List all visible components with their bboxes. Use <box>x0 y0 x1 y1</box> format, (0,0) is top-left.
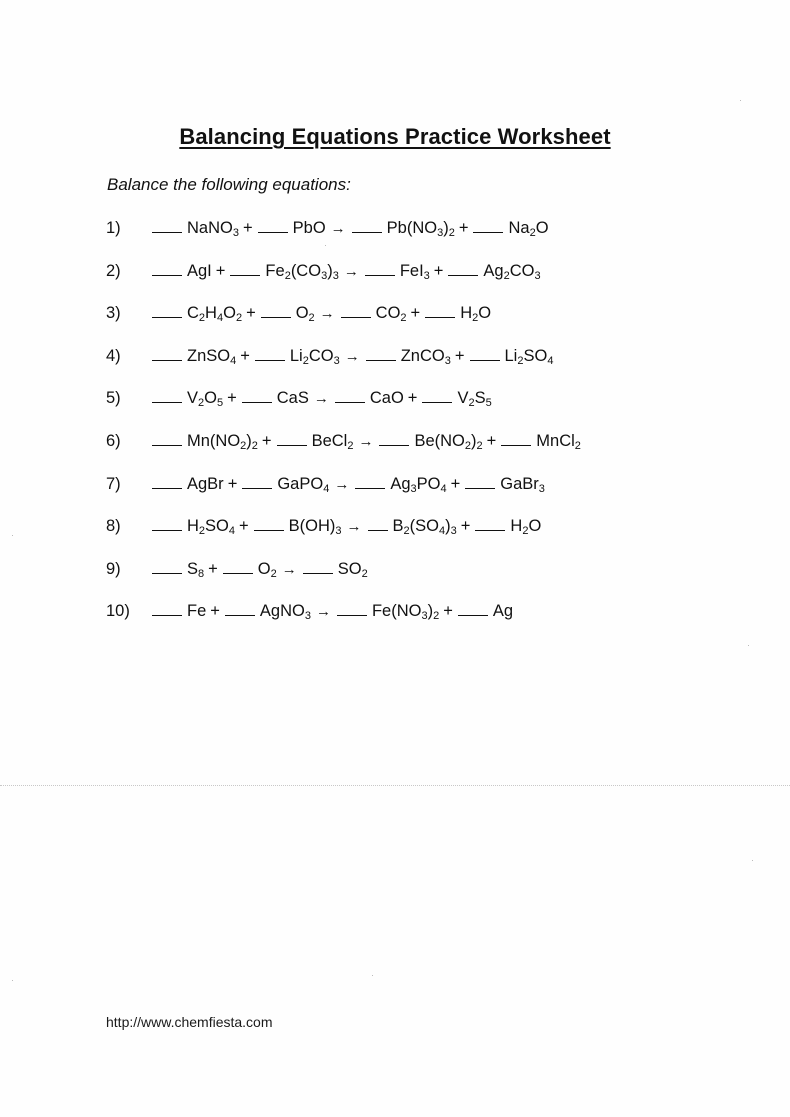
reactant-formula <box>265 262 338 280</box>
coefficient-blank[interactable] <box>303 559 333 574</box>
coefficient-blank[interactable] <box>152 218 182 233</box>
plus-sign: + <box>215 261 226 280</box>
coefficient-blank[interactable] <box>254 516 284 531</box>
equation-row <box>106 300 581 343</box>
formula-subscript: 2 <box>517 354 524 367</box>
yields-arrow-icon: → <box>315 603 331 621</box>
yields-arrow-icon: → <box>346 518 362 536</box>
formula-symbol: O <box>220 219 233 237</box>
formula-symbol: CO <box>509 261 535 280</box>
formula-symbol: CaS <box>276 389 309 408</box>
product-formula <box>401 347 451 365</box>
formula-symbol: GaBr <box>500 474 539 493</box>
formula-subscript: 3 <box>444 354 451 367</box>
plus-sign: + <box>239 517 249 536</box>
formula-symbol: Ag <box>492 602 514 621</box>
plus-sign: + <box>227 474 238 493</box>
coefficient-blank[interactable] <box>223 559 253 574</box>
equation-row <box>106 598 581 641</box>
coefficient-blank[interactable] <box>368 516 388 531</box>
instructions: Balance the following equations: <box>107 175 351 194</box>
product-formula <box>371 602 440 623</box>
formula-subscript: 2 <box>433 610 440 623</box>
formula-subscript: 2 <box>476 439 483 452</box>
equation-row <box>106 215 581 258</box>
formula-symbol: Pb(NO <box>386 219 438 237</box>
formula-symbol: CO <box>308 346 334 365</box>
formula-subscript: 2 <box>235 312 243 325</box>
formula-subscript: 3 <box>332 269 339 282</box>
plus-sign: + <box>242 219 253 237</box>
formula-symbol: H <box>460 304 473 323</box>
formula-symbol: Li <box>504 346 518 365</box>
plus-sign: + <box>246 304 256 323</box>
footer-url: http://www.chemfiesta.com <box>106 1014 273 1030</box>
equation-row <box>106 258 581 301</box>
coefficient-blank[interactable] <box>355 474 385 489</box>
formula-symbol: O <box>478 304 492 323</box>
formula-symbol: (SO <box>409 517 440 536</box>
formula-symbol: CaO <box>369 389 404 408</box>
yields-arrow-icon: → <box>319 305 335 323</box>
formula-symbol: Na <box>187 219 209 237</box>
scan-speck <box>740 100 741 101</box>
formula-subscript: 2 <box>522 525 529 538</box>
formula-subscript: 3 <box>410 482 417 495</box>
formula-symbol: H <box>187 517 199 536</box>
reactant-formula <box>187 389 224 410</box>
yields-arrow-icon: → <box>344 347 360 365</box>
coefficient-blank[interactable] <box>277 431 307 446</box>
reactant-formula <box>259 602 311 623</box>
equation-number: 10) <box>106 602 130 621</box>
plus-sign: + <box>433 261 444 280</box>
formula-subscript: 2 <box>308 312 315 325</box>
coefficient-blank[interactable] <box>335 388 365 403</box>
formula-subscript: 3 <box>423 269 430 282</box>
yields-arrow-icon: → <box>330 220 346 237</box>
formula-symbol: Li <box>289 346 303 365</box>
formula-symbol: SO <box>523 346 548 365</box>
plus-sign: + <box>227 389 237 408</box>
coefficient-blank[interactable] <box>152 346 182 361</box>
coefficient-blank[interactable] <box>465 474 495 489</box>
formula-symbol: Fe(NO <box>371 602 422 621</box>
formula-symbol: ZnSO <box>187 346 231 365</box>
reactant-formula <box>293 219 326 237</box>
yields-arrow-icon: → <box>343 262 359 280</box>
reactant-formula <box>277 475 329 493</box>
formula-symbol: S <box>187 559 199 578</box>
formula-symbol: ) <box>246 431 252 450</box>
formula-subscript: 2 <box>198 397 205 410</box>
plus-sign: + <box>454 346 465 365</box>
formula-symbol: B <box>392 517 404 536</box>
yields-arrow-icon: → <box>358 432 374 450</box>
scan-speck <box>12 535 13 536</box>
plus-sign: + <box>407 389 418 408</box>
coefficient-blank[interactable] <box>152 516 182 531</box>
formula-subscript: 2 <box>468 397 475 410</box>
formula-symbol: PO <box>416 474 441 493</box>
formula-symbol: Fe <box>187 602 207 621</box>
product-formula <box>508 219 548 237</box>
formula-subscript: 5 <box>216 397 224 410</box>
formula-subscript: 2 <box>400 312 407 325</box>
formula-symbol: (CO <box>290 261 322 280</box>
formula-symbol: SO <box>337 559 362 578</box>
reactant-formula <box>258 560 277 578</box>
equation-number: 9) <box>106 559 121 578</box>
reactant-formula <box>277 389 309 407</box>
formula-symbol: O <box>204 389 217 408</box>
formula-subscript: 3 <box>232 227 239 239</box>
formula-symbol: Pb <box>292 219 313 237</box>
formula-symbol: O <box>312 219 326 237</box>
equation-number: 5) <box>106 389 121 408</box>
coefficient-blank[interactable] <box>422 388 452 403</box>
coefficient-blank[interactable] <box>258 218 288 233</box>
product-formula <box>500 475 545 493</box>
formula-subscript: 2 <box>472 312 479 325</box>
product-formula <box>536 432 581 450</box>
coefficient-blank[interactable] <box>152 388 182 403</box>
formula-symbol: BeCl <box>311 431 348 450</box>
formula-subscript: 3 <box>450 525 457 538</box>
formula-subscript: 2 <box>251 439 258 452</box>
formula-subscript: 2 <box>574 439 581 452</box>
coefficient-blank[interactable] <box>475 516 505 531</box>
formula-subscript: 2 <box>240 439 247 452</box>
formula-subscript: 4 <box>547 354 554 367</box>
scan-speck <box>372 975 373 976</box>
formula-symbol: MnCl <box>536 431 575 450</box>
product-formula <box>400 262 430 280</box>
plus-sign: + <box>410 304 421 323</box>
formula-symbol: Be(NO <box>414 431 465 450</box>
equation-number: 7) <box>106 474 121 493</box>
formula-symbol: GaPO <box>277 474 324 493</box>
equation-number: 6) <box>106 431 121 450</box>
formula-symbol: Mn(NO <box>187 431 241 450</box>
product-formula <box>392 517 457 538</box>
coefficient-blank[interactable] <box>341 303 371 318</box>
product-formula <box>338 560 368 578</box>
reactant-formula <box>187 262 212 280</box>
formula-symbol: ) <box>445 517 451 536</box>
plus-sign: + <box>210 602 220 621</box>
coefficient-blank[interactable] <box>261 303 291 318</box>
formula-subscript: 4 <box>228 525 236 538</box>
coefficient-blank[interactable] <box>242 474 272 489</box>
reactant-formula <box>187 219 239 237</box>
formula-symbol: S <box>474 389 486 408</box>
reactant-formula <box>187 475 224 493</box>
plus-sign: + <box>443 602 453 621</box>
formula-symbol: N <box>208 219 221 237</box>
coefficient-blank[interactable] <box>255 346 285 361</box>
formula-subscript: 2 <box>284 269 291 282</box>
equation-row <box>106 513 581 556</box>
coefficient-blank[interactable] <box>470 346 500 361</box>
worksheet-title <box>0 122 790 152</box>
product-formula <box>390 475 446 493</box>
reactant-formula <box>187 304 243 325</box>
reactant-formula <box>312 432 354 450</box>
formula-symbol: O <box>257 559 271 578</box>
formula-symbol: AgNO <box>259 602 305 621</box>
formula-symbol: V <box>187 389 199 408</box>
formula-subscript: 2 <box>198 525 206 538</box>
coefficient-blank[interactable] <box>501 431 531 446</box>
plus-sign: + <box>450 474 461 493</box>
product-formula <box>370 389 404 407</box>
formula-symbol: B(OH) <box>288 517 336 536</box>
formula-symbol: C <box>187 304 199 323</box>
plus-sign: + <box>261 431 272 450</box>
coefficient-blank[interactable] <box>458 601 488 616</box>
coefficient-blank[interactable] <box>473 218 503 233</box>
formula-subscript: 3 <box>534 269 541 282</box>
coefficient-blank[interactable] <box>152 474 182 489</box>
formula-symbol: V <box>457 389 469 408</box>
equation-list <box>106 215 581 641</box>
coefficient-blank[interactable] <box>152 601 182 616</box>
formula-subscript: 2 <box>464 439 472 452</box>
formula-symbol: H <box>510 517 523 536</box>
formula-subscript: 2 <box>403 525 410 538</box>
coefficient-blank[interactable] <box>425 303 455 318</box>
equation-row <box>106 428 581 471</box>
formula-symbol: ) <box>471 431 477 450</box>
formula-symbol: Fe <box>265 261 285 280</box>
formula-subscript: 2 <box>503 269 510 282</box>
formula-subscript: 3 <box>437 227 444 239</box>
scan-speck <box>12 980 13 981</box>
coefficient-blank[interactable] <box>152 559 182 574</box>
formula-symbol: Ag <box>390 474 411 493</box>
equation-number: 2) <box>106 261 121 280</box>
product-formula <box>483 262 540 280</box>
reactant-formula <box>290 347 340 365</box>
coefficient-blank[interactable] <box>152 261 182 276</box>
formula-symbol: CO <box>375 304 401 323</box>
formula-subscript: 3 <box>335 525 342 538</box>
product-formula <box>460 304 492 325</box>
equation-row <box>106 343 581 386</box>
scan-speck <box>752 860 753 861</box>
formula-subscript: 2 <box>270 567 277 580</box>
scan-speck <box>325 245 326 246</box>
formula-subscript: 2 <box>529 227 536 239</box>
formula-symbol: O <box>528 517 542 536</box>
coefficient-blank[interactable] <box>379 431 409 446</box>
formula-subscript: 3 <box>538 482 545 495</box>
coefficient-blank[interactable] <box>225 601 255 616</box>
coefficient-blank[interactable] <box>366 346 396 361</box>
reactant-formula <box>187 517 236 538</box>
scan-speck <box>748 645 749 646</box>
formula-symbol: O <box>535 219 549 237</box>
product-formula <box>375 304 407 325</box>
formula-symbol: O <box>295 304 309 323</box>
formula-symbol: ) <box>327 261 333 280</box>
formula-subscript: 2 <box>361 567 368 580</box>
equation-number: 3) <box>106 304 121 323</box>
formula-symbol: SO <box>205 517 229 536</box>
yields-arrow-icon: → <box>334 475 350 493</box>
product-formula <box>493 602 513 620</box>
coefficient-blank[interactable] <box>152 303 182 318</box>
plus-sign: + <box>458 219 469 237</box>
plus-sign: + <box>486 431 497 450</box>
equation-number: 4) <box>106 346 121 365</box>
reactant-formula <box>187 602 206 620</box>
formula-subscript: 2 <box>198 312 206 325</box>
coefficient-blank[interactable] <box>152 431 182 446</box>
formula-symbol: ZnCO <box>400 346 445 365</box>
plus-sign: + <box>208 559 218 578</box>
formula-subscript: 4 <box>230 354 237 367</box>
formula-symbol: AgI <box>187 261 212 280</box>
formula-subscript: 3 <box>304 610 311 623</box>
formula-subscript: 5 <box>485 397 492 410</box>
formula-subscript: 2 <box>302 354 309 367</box>
formula-symbol: Ag <box>483 261 504 280</box>
product-formula <box>457 389 492 410</box>
formula-subscript: 4 <box>323 482 330 495</box>
coefficient-blank[interactable] <box>352 218 382 233</box>
coefficient-blank[interactable] <box>448 261 478 276</box>
formula-subscript: 3 <box>333 354 340 367</box>
formula-symbol: AgBr <box>187 474 224 493</box>
reactant-formula <box>187 347 236 365</box>
product-formula <box>510 517 542 538</box>
equation-number: 1) <box>106 219 121 237</box>
reactant-formula <box>295 304 315 325</box>
coefficient-blank[interactable] <box>230 261 260 276</box>
yields-arrow-icon: → <box>313 390 329 408</box>
coefficient-blank[interactable] <box>365 261 395 276</box>
reactant-formula <box>187 560 204 578</box>
coefficient-blank[interactable] <box>242 388 272 403</box>
formula-subscript: 4 <box>216 312 224 325</box>
formula-subscript: 4 <box>440 482 447 495</box>
formula-subscript: 3 <box>421 610 428 623</box>
equation-row <box>106 385 581 428</box>
product-formula <box>505 347 554 365</box>
product-formula <box>387 219 455 237</box>
formula-symbol: FeI <box>399 261 424 280</box>
formula-subscript: 2 <box>448 227 455 239</box>
formula-symbol: ) <box>427 602 434 621</box>
formula-subscript: 3 <box>321 269 328 282</box>
equation-row <box>106 556 581 599</box>
formula-symbol: ) <box>443 219 449 237</box>
formula-subscript: 8 <box>198 567 205 580</box>
coefficient-blank[interactable] <box>337 601 367 616</box>
formula-symbol: Na <box>508 219 530 237</box>
worksheet-title-text: Balancing Equations Practice Worksheet <box>179 124 611 149</box>
plus-sign: + <box>460 517 471 536</box>
formula-symbol: H <box>205 304 217 323</box>
equation-number: 8) <box>106 517 121 536</box>
page-fold-divider <box>0 785 790 786</box>
plus-sign: + <box>240 346 250 365</box>
formula-subscript: 4 <box>439 525 446 538</box>
yields-arrow-icon: → <box>281 560 297 578</box>
formula-symbol: O <box>223 304 236 323</box>
equation-row <box>106 471 581 514</box>
product-formula <box>414 432 482 450</box>
formula-subscript: 2 <box>347 439 354 452</box>
reactant-formula <box>187 432 258 450</box>
reactant-formula <box>288 517 342 538</box>
